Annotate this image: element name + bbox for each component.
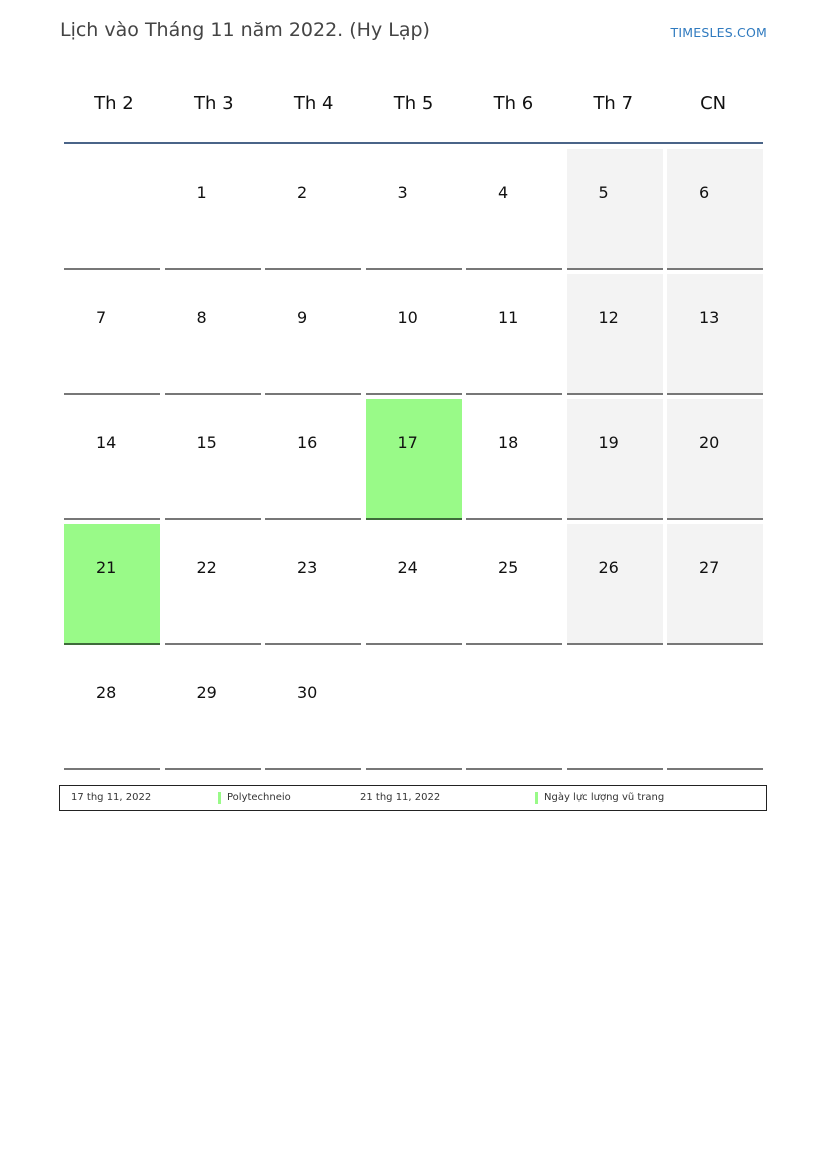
day-cell[interactable] <box>667 399 763 520</box>
legend-color-marker <box>218 792 221 804</box>
day-cell[interactable] <box>265 649 361 770</box>
day-cell[interactable] <box>667 274 763 395</box>
day-number: 26 <box>598 558 619 577</box>
day-cell[interactable] <box>165 274 261 395</box>
header-divider <box>64 142 763 144</box>
empty-day-cell <box>366 649 462 770</box>
day-number: 7 <box>96 308 107 327</box>
brand-link[interactable]: TIMESLES.COM <box>670 25 767 40</box>
day-number: 6 <box>699 183 710 202</box>
day-number: 18 <box>498 433 519 452</box>
day-number: 24 <box>397 558 418 577</box>
day-cell[interactable] <box>366 274 462 395</box>
calendar-grid <box>64 149 763 770</box>
page-title: Lịch vào Tháng 11 năm 2022. (Hy Lạp) <box>60 19 430 41</box>
holiday-legend <box>59 785 767 811</box>
day-number: 2 <box>297 183 308 202</box>
day-number: 9 <box>297 308 308 327</box>
day-cell[interactable] <box>366 149 462 270</box>
empty-day-cell <box>567 649 663 770</box>
day-cell[interactable] <box>64 399 160 520</box>
day-number: 29 <box>196 683 217 702</box>
legend-color-marker <box>535 792 538 804</box>
weekday-wed: Th 4 <box>293 93 334 114</box>
day-cell[interactable] <box>667 149 763 270</box>
day-cell[interactable] <box>466 399 562 520</box>
day-cell[interactable] <box>64 649 160 770</box>
legend-date: 17 thg 11, 2022 <box>71 792 152 803</box>
day-number: 23 <box>297 558 318 577</box>
day-cell[interactable] <box>366 524 462 645</box>
day-number: 8 <box>196 308 207 327</box>
day-cell[interactable] <box>667 524 763 645</box>
day-cell[interactable] <box>466 274 562 395</box>
legend-holiday-name: Ngày lực lượng vũ trang <box>544 792 665 803</box>
day-number: 25 <box>498 558 519 577</box>
legend-date: 21 thg 11, 2022 <box>360 792 441 803</box>
day-cell[interactable] <box>165 149 261 270</box>
day-cell[interactable] <box>567 399 663 520</box>
day-cell[interactable] <box>64 274 160 395</box>
day-number: 3 <box>397 183 408 202</box>
day-cell[interactable] <box>265 149 361 270</box>
legend-holiday-name: Polytechneio <box>227 792 291 803</box>
day-number: 13 <box>699 308 720 327</box>
day-cell[interactable] <box>466 149 562 270</box>
weekday-sat: Th 7 <box>593 93 634 114</box>
day-number: 15 <box>196 433 217 452</box>
day-cell[interactable] <box>466 524 562 645</box>
day-cell[interactable] <box>265 274 361 395</box>
day-number: 14 <box>96 433 117 452</box>
empty-day-cell <box>64 149 160 270</box>
day-cell[interactable] <box>165 649 261 770</box>
day-cell[interactable] <box>165 524 261 645</box>
weekday-header <box>64 86 763 122</box>
day-number: 16 <box>297 433 318 452</box>
day-cell[interactable] <box>265 524 361 645</box>
day-cell[interactable] <box>366 399 462 520</box>
day-number: 1 <box>196 183 207 202</box>
day-cell[interactable] <box>265 399 361 520</box>
day-number: 17 <box>397 433 418 452</box>
day-number: 11 <box>498 308 519 327</box>
day-number: 19 <box>598 433 619 452</box>
day-cell[interactable] <box>165 399 261 520</box>
empty-day-cell <box>466 649 562 770</box>
day-cell[interactable] <box>567 274 663 395</box>
day-number: 5 <box>598 183 609 202</box>
day-number: 12 <box>598 308 619 327</box>
weekday-tue: Th 3 <box>194 93 234 114</box>
day-number: 10 <box>397 308 418 327</box>
day-number: 4 <box>498 183 509 202</box>
day-cell[interactable] <box>64 524 160 645</box>
day-number: 22 <box>196 558 217 577</box>
day-cell[interactable] <box>567 524 663 645</box>
weekday-mon: Th 2 <box>94 93 134 114</box>
day-number: 27 <box>699 558 720 577</box>
day-number: 30 <box>297 683 318 702</box>
weekday-thu: Th 5 <box>393 93 434 114</box>
weekday-fri: Th 6 <box>493 93 534 114</box>
day-number: 20 <box>699 433 720 452</box>
day-number: 28 <box>96 683 117 702</box>
day-cell[interactable] <box>567 149 663 270</box>
day-number: 21 <box>96 558 117 577</box>
empty-day-cell <box>667 649 763 770</box>
weekday-sun: CN <box>700 93 727 114</box>
